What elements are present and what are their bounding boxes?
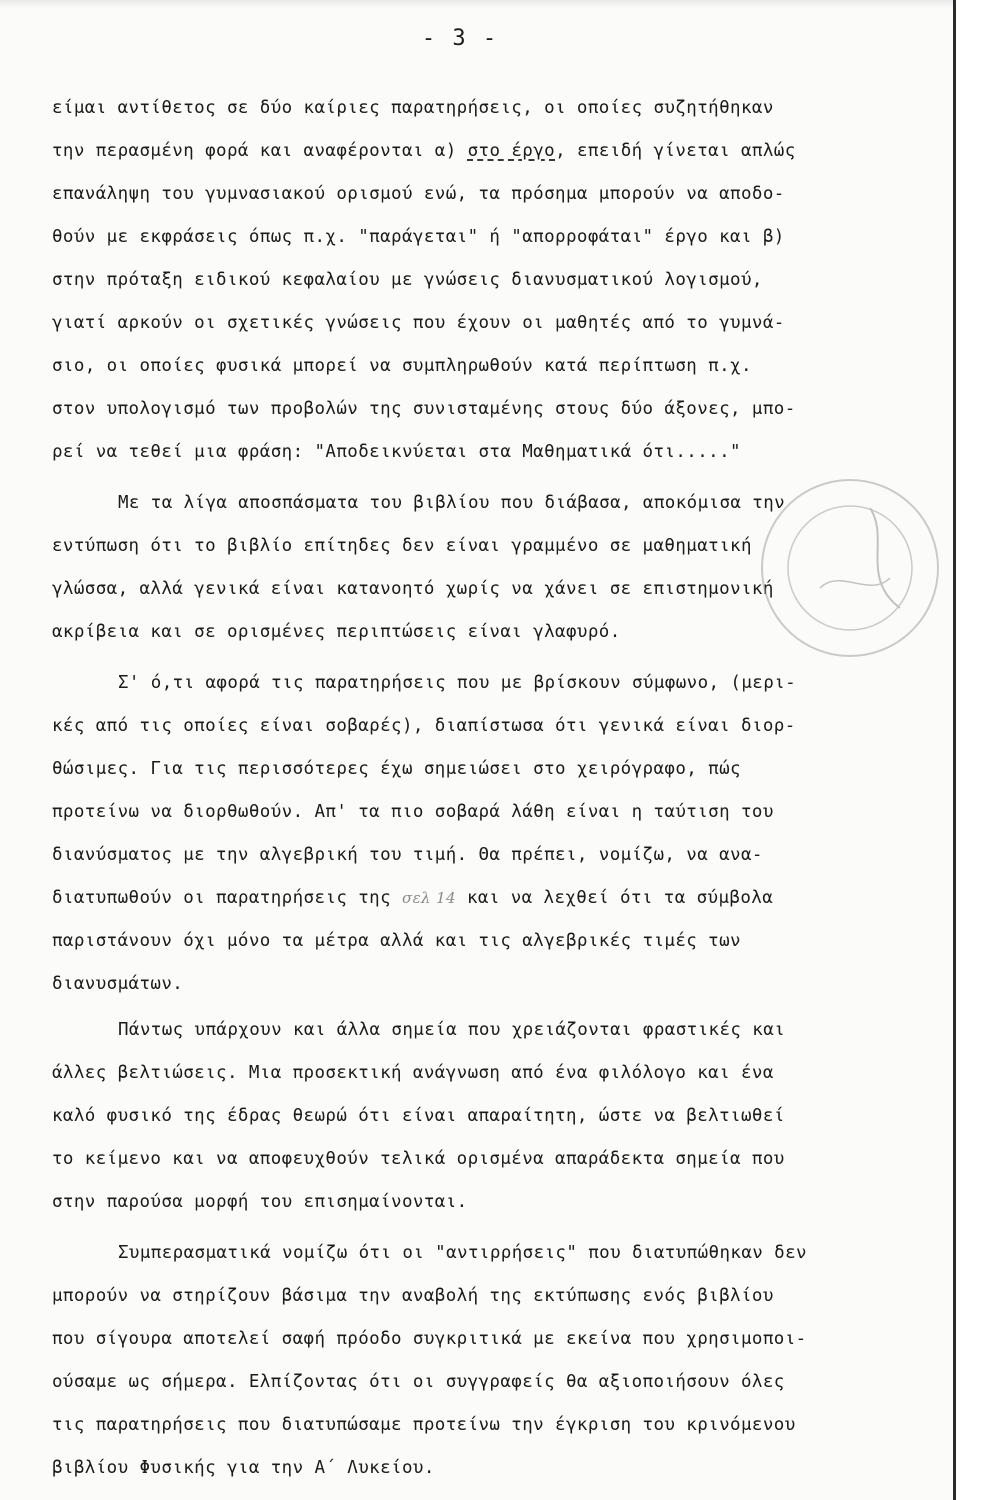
text-line: μπορούν να στηρίζουν βάσιμα την αναβολή της εκτύπωσης ενός βιβλίου xyxy=(52,1286,774,1306)
text-line: παριστάνουν όχι μόνο τα μέτρα αλλά και τις αλγεβρικές τιμές των xyxy=(52,931,741,951)
text-line: το κείμενο και να αποφευχθούν τελικά ορισμένα απαράδεκτα σημεία που xyxy=(52,1149,785,1169)
text-line: την περασμένη φορά και αναφέρονται α) στο έργο, επειδή γίνεται απλώς xyxy=(52,141,796,161)
text-line: που σίγουρα αποτελεί σαφή πρόοδο συγκριτικά με εκείνα που χρησιμοποι- xyxy=(52,1329,807,1349)
text-line: θώσιμες. Για τις περισσότερες έχω σημειώσει στο χειρόγραφο, πώς xyxy=(52,759,741,779)
text-line: ρεί να τεθεί μια φράση: "Αποδεικνύεται στα Μαθηματικά ότι....." xyxy=(52,442,741,462)
text-line: στην πρόταξη ειδικού κεφαλαίου με γνώσεις διανυσματικού λογισμού, xyxy=(52,270,763,290)
text-line: Με τα λίγα αποσπάσματα του βιβλίου που διάβασα, αποκόμισα την xyxy=(118,493,786,513)
text-line: γλώσσα, αλλά γενικά είναι κατανοητό χωρίς να χάνει σε επιστημονική xyxy=(52,579,774,599)
text-line: θούν με εκφράσεις όπως π.χ. "παράγεται" ή "απορροφάται" έργο και β) xyxy=(52,227,785,247)
text-line: γιατί αρκούν οι σχετικές γνώσεις που έχουν οι μαθητές από το γυμνά- xyxy=(52,313,785,333)
text-line: Συμπερασματικά νομίζω ότι οι "αντιρρήσεις" που διατυπώθηκαν δεν xyxy=(118,1243,807,1263)
text-line: διατυπωθούν οι παρατηρήσεις της σελ 14 και να λεχθεί ότι τα σύμβολα xyxy=(52,888,774,908)
official-stamp-icon xyxy=(750,468,950,668)
handwritten-note: σελ 14 xyxy=(401,889,457,907)
text-line: τις παρατηρήσεις που διατυπώσαμε προτείνω την έγκριση του κρινόμενου xyxy=(52,1415,796,1435)
text-line: εντύπωση ότι το βιβλίο επίτηδες δεν είναι γραμμένο σε μαθηματική xyxy=(52,536,752,556)
underlined-term: στο έργο xyxy=(467,141,556,161)
text-line: στον υπολογισμό των προβολών της συνισταμένης στους δύο άξονες, μπο- xyxy=(52,399,796,419)
scan-right-edge xyxy=(953,0,986,1500)
page-number: - 3 - xyxy=(421,26,499,51)
text-line: ούσαμε ως σήμερα. Ελπίζοντας ότι οι συγγραφείς θα αξιοποιήσουν όλες xyxy=(52,1372,785,1392)
text-line: ακρίβεια και σε ορισμένες περιπτώσεις είναι γλαφυρό. xyxy=(52,622,621,642)
text-line: διανυσμάτων. xyxy=(52,974,184,994)
text-line: στην παρούσα μορφή του επισημαίνονται. xyxy=(52,1192,468,1212)
text-line: επανάληψη του γυμνασιακού ορισμού ενώ, τα πρόσημα μπορούν να αποδο- xyxy=(52,184,785,204)
text-line: διανύσματος με την αλγεβρική του τιμή. Θα πρέπει, νομίζω, να ανα- xyxy=(52,845,763,865)
text-line: προτείνω να διορθωθούν. Απ' τα πιο σοβαρά λάθη είναι η ταύτιση του xyxy=(52,802,774,822)
text-line: άλλες βελτιώσεις. Μια προσεκτική ανάγνωση από ένα φιλόλογο και ένα xyxy=(52,1063,774,1083)
scan-top-edge xyxy=(0,0,986,8)
text-line: καλό φυσικό της έδρας θεωρώ ότι είναι απαραίτητη, ώστε να βελτιωθεί xyxy=(52,1106,785,1126)
text-line: κές από τις οποίες είναι σοβαρές), διαπίστωσα ότι γενικά είναι διορ- xyxy=(52,716,796,736)
text-line: Σ' ό,τι αφορά τις παρατηρήσεις που με βρίσκουν σύμφωνο, (μερι- xyxy=(118,673,797,693)
text-line: βιβλίου Φυσικής για την Α΄ Λυκείου. xyxy=(52,1458,435,1478)
text-line: σιο, οι οποίες φυσικά μπορεί να συμπληρωθούν κατά περίπτωση π.χ. xyxy=(52,356,752,376)
text-line: Πάντως υπάρχουν και άλλα σημεία που χρειάζονται φραστικές και xyxy=(118,1020,786,1040)
text-line: είμαι αντίθετος σε δύο καίριες παρατηρήσεις, οι οποίες συζητήθηκαν xyxy=(52,98,774,118)
